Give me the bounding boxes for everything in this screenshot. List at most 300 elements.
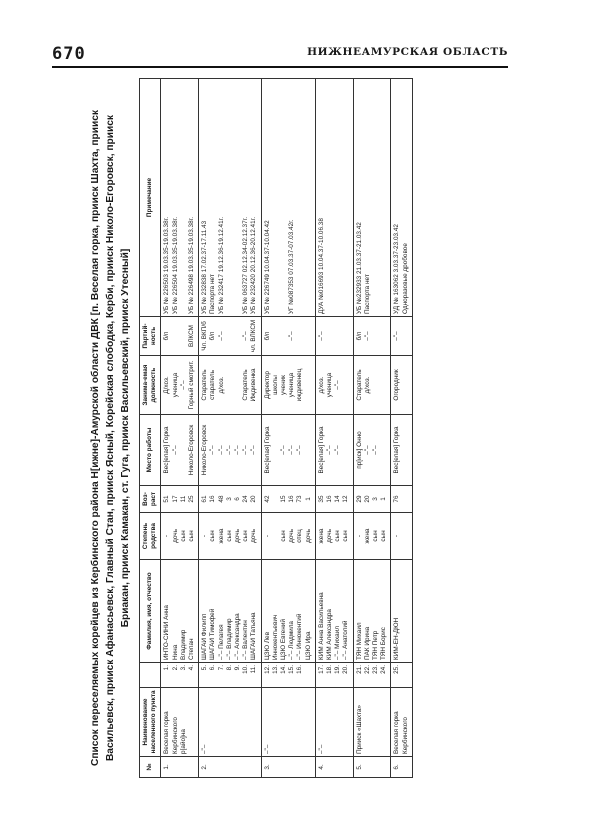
col-position: Занима-емая должность [140, 356, 161, 415]
cell-line: Кербинского [171, 717, 179, 754]
cell-line: 4. [188, 665, 196, 671]
group-number: 3. [261, 757, 315, 778]
cell-line: - [355, 534, 363, 538]
cell-line: КИМ-ЕН-ДЮН [393, 617, 401, 660]
col-place: Наименование населенного пункта [140, 688, 161, 757]
cell-line: –"– [179, 380, 187, 390]
person-relations [161, 513, 199, 560]
cell-line: - [393, 534, 401, 538]
cell-line: ученица [326, 372, 334, 398]
header-rule [52, 66, 508, 68]
cell-line: 25 [188, 495, 196, 503]
cell-line: –"– [334, 445, 342, 455]
page-number: 670 [52, 44, 86, 64]
cell-line: –"– Людмила [288, 621, 296, 660]
cell-line: Иждивенка [250, 368, 258, 402]
cell-line: д/хоз. [363, 376, 371, 394]
table-header-row [140, 79, 161, 778]
cell-line [342, 417, 350, 483]
cell-line: Иннокентьевич [271, 614, 279, 660]
person-positions [353, 356, 391, 415]
cell-line: чл. ВЛКСМ [250, 319, 258, 353]
cell-line: Вес[елая] Горка [263, 426, 271, 474]
group-place [315, 688, 353, 757]
cell-line: сын [280, 530, 288, 542]
cell-line: дочь [304, 529, 312, 543]
person-positions [391, 356, 412, 415]
cell-line: –"– [263, 744, 271, 754]
cell-line: 5. [201, 665, 209, 671]
cell-line: УБ № 226498 19.03.35-19.03.38г. [188, 217, 196, 314]
person-party [391, 317, 412, 356]
cell-line: Старатель [201, 369, 209, 401]
cell-line [234, 81, 242, 314]
person-names [261, 560, 315, 663]
cell-line: Прииск «Шахта» [355, 704, 363, 754]
cell-line: УД № 163062 3.03.37-23.03.42 [393, 224, 401, 314]
person-workplaces [391, 415, 412, 486]
table-row [353, 79, 391, 778]
cell-line: Д/хоз. [163, 376, 171, 394]
cell-line: 16 [326, 495, 334, 503]
cell-line: Вес[елая] Горка [393, 426, 401, 474]
cell-line: ТЯН Борис [380, 627, 388, 660]
cell-line: сын [380, 530, 388, 542]
deportation-list-table [139, 78, 413, 778]
cell-line: сын [372, 530, 380, 542]
cell-line: Кербинского [401, 717, 409, 754]
col-workplace: Место работы [140, 415, 161, 486]
person-ages [199, 486, 261, 513]
cell-line [226, 358, 234, 412]
cell-line: ТЯН Михаил [355, 622, 363, 660]
cell-line: 6. [209, 665, 217, 671]
cell-line: Огородник [393, 369, 401, 401]
cell-line: пр[иск] Онно [355, 431, 363, 469]
person-positions [261, 356, 315, 415]
cell-line: 25. [393, 665, 401, 674]
cell-line: сын [342, 530, 350, 542]
group-number: 5. [353, 757, 391, 778]
cell-line: школы [271, 375, 279, 395]
table-row [391, 79, 412, 778]
person-workplaces [261, 415, 315, 486]
cell-line: дочь [250, 529, 258, 543]
cell-line: КИМ Анна Васильевна [317, 592, 325, 660]
cell-line: 20. [342, 665, 350, 674]
group-place [161, 688, 199, 757]
cell-line: 20 [250, 495, 258, 503]
cell-line [342, 319, 350, 353]
person-names [353, 560, 391, 663]
cell-line: ЦЗЮ Евгений [280, 619, 288, 660]
cell-line: –"– Пелагея [217, 624, 225, 660]
cell-line: –"– Александра [234, 613, 242, 660]
cell-line: 48 [217, 495, 225, 503]
cell-line: –"– [171, 445, 179, 455]
group-place [353, 688, 391, 757]
cell-line: б/п [355, 331, 363, 341]
cell-line: Степан [188, 638, 196, 660]
person-names [199, 560, 261, 663]
person-party [261, 317, 315, 356]
cell-line: 23. [372, 665, 380, 674]
cell-line: –"– [363, 331, 371, 341]
cell-line: 24. [380, 665, 388, 674]
cell-line: –"– Валентин [242, 620, 250, 660]
cell-line: старатель [209, 370, 217, 400]
cell-line [372, 319, 380, 353]
cell-line: 10. [242, 665, 250, 674]
cell-line: сын [225, 530, 233, 542]
person-names [315, 560, 353, 663]
cell-line: Веселая горка [393, 711, 401, 754]
person-positions [199, 356, 261, 415]
group-number: 1. [161, 757, 199, 778]
cell-line: ШАГАЙ Тимофей [209, 608, 217, 660]
person-numbers [315, 663, 353, 688]
cell-line: 20 [363, 495, 371, 503]
cell-line: 51 [163, 495, 171, 503]
running-header: НИЖНЕАМУРСКАЯ ОБЛАСТЬ [307, 46, 508, 58]
cell-line: д/хоз. [217, 376, 225, 394]
cell-line: жена [363, 528, 371, 544]
group-number: 2. [199, 757, 261, 778]
cell-line: УБ № 232420 20.12.36-20.12.41г. [250, 217, 258, 314]
cell-line: ЦЗЮ Ира [304, 631, 312, 660]
cell-line [180, 417, 188, 483]
cell-line: УБ № 226503 19.03.35-19.03.38г. [163, 217, 171, 314]
cell-line: Паспорта нет [209, 274, 217, 314]
cell-line: 3 [225, 497, 233, 501]
cell-line [272, 488, 280, 510]
cell-line: –"– [317, 331, 325, 341]
cell-line [234, 358, 242, 412]
cell-line: 19. [334, 665, 342, 674]
cell-line [334, 81, 342, 314]
cell-line: Владимир [179, 629, 187, 660]
cell-line: –"– [217, 445, 225, 455]
cell-line: –"– Михаил [334, 625, 342, 660]
person-ages [391, 486, 412, 513]
cell-line [180, 81, 188, 314]
cell-line: УБ № 226749 10.04.37-10.04.42 [263, 220, 271, 314]
person-workplaces [199, 415, 261, 486]
person-relations [199, 513, 261, 560]
cell-line [326, 319, 334, 353]
cell-line [305, 81, 313, 314]
cell-line: Паспорта нет [363, 274, 371, 314]
cell-line: б/п [209, 331, 217, 341]
cell-line [305, 319, 313, 353]
cell-line: сын [179, 530, 187, 542]
group-place [391, 688, 412, 757]
cell-line: –"– [280, 445, 288, 455]
cell-line: ВЛКСМ [188, 325, 196, 347]
group-place [199, 688, 261, 757]
cell-line: 12 [342, 495, 350, 503]
cell-line: –"– Владимир [225, 618, 233, 660]
cell-line [226, 81, 234, 314]
cell-line: 16. [296, 665, 304, 674]
cell-line: сын [242, 530, 250, 542]
cell-line: Веселая горка [163, 711, 171, 754]
person-party [161, 317, 199, 356]
group-number: 4. [315, 757, 353, 778]
person-workplaces [161, 415, 199, 486]
person-party [315, 317, 353, 356]
cell-line [272, 81, 280, 314]
cell-line: –"– Анатолий [342, 620, 350, 660]
cell-line [326, 81, 334, 314]
cell-line: ДУА №016693 10.04.37-10.06.38 [317, 218, 325, 314]
cell-line: УБ № 232838 17.02.37-17.11.43 [201, 220, 209, 314]
cell-line: –"– Иннокентий [296, 613, 304, 660]
person-relations [391, 513, 412, 560]
cell-line: 15 [280, 495, 288, 503]
cell-line: ПАК Ирина [363, 626, 371, 660]
cell-line: Чл. ВКП/б [201, 321, 209, 351]
cell-line [305, 358, 313, 412]
person-notes [315, 79, 353, 317]
cell-line: –"– [288, 445, 296, 455]
col-relation: Степень родства [140, 513, 161, 560]
cell-line: 24 [242, 495, 250, 503]
cell-line: 15. [288, 665, 296, 674]
cell-line [372, 81, 380, 314]
cell-line [380, 319, 388, 353]
table-row [261, 79, 315, 778]
cell-line: ИНТО-СИНИ Анна [163, 605, 171, 660]
cell-line: 6 [234, 497, 242, 501]
cell-line: Старатель [355, 369, 363, 401]
cell-line: Старатель [242, 369, 250, 401]
cell-line: УБ № 063727 02.12.34-02.12.37г. [242, 217, 250, 314]
cell-line: 29 [355, 495, 363, 503]
cell-line: –"– [250, 445, 258, 455]
cell-line: 13. [271, 665, 279, 674]
person-notes [161, 79, 199, 317]
person-relations [315, 513, 353, 560]
cell-line: 11. [250, 665, 258, 674]
cell-line: –"– [209, 445, 217, 455]
cell-line [272, 319, 280, 353]
cell-line: 22. [363, 665, 371, 674]
cell-line: УБ № 226504 19.03.35-19.03.38г. [171, 217, 179, 314]
person-notes [391, 79, 412, 317]
cell-line: Директор [263, 371, 271, 399]
person-names [161, 560, 199, 663]
cell-line: ШАГАЙ Татьяна [250, 612, 258, 660]
cell-line: р[айо]на [179, 729, 187, 754]
col-note: Примечание [140, 79, 161, 317]
cell-line [272, 515, 280, 557]
cell-line: Нина [171, 644, 179, 660]
cell-line: –"– [296, 445, 304, 455]
cell-line: Вес[елая] Горка [163, 426, 171, 474]
cell-line: Николо-Егоровск [188, 424, 196, 476]
col-party: Партий-ность [140, 317, 161, 356]
person-notes [199, 79, 261, 317]
person-workplaces [353, 415, 391, 486]
person-relations [353, 513, 391, 560]
cell-line: –"– [363, 445, 371, 455]
cell-line: 1 [304, 497, 312, 501]
cell-line: 12. [263, 665, 271, 674]
cell-line: –"– [372, 445, 380, 455]
cell-line: ученица [288, 372, 296, 398]
cell-line: иждивенец [296, 368, 304, 402]
cell-line: дочь [171, 529, 179, 543]
cell-line: –"– [242, 445, 250, 455]
cell-line: дочь [288, 529, 296, 543]
cell-line: 17 [171, 495, 179, 503]
cell-line [234, 319, 242, 353]
cell-line: –"– [201, 744, 209, 754]
cell-line [334, 319, 342, 353]
cell-line: 16 [209, 495, 217, 503]
cell-line: дочь [326, 529, 334, 543]
cell-line: УБ № 232417 19.12.36-19.12.41г. [217, 217, 225, 314]
cell-line: б/п [263, 331, 271, 341]
cell-line: 16 [288, 495, 296, 503]
cell-line: ученица [171, 372, 179, 398]
group-place [261, 688, 315, 757]
table-row [161, 79, 199, 778]
document-title: Список переселяемых корейцев из Кербинского района Н[ижне]-Амурской области ДВК [п. Веселая горка, прииск Шахта, прииск Васильевск, прииск Афанасьевск, Главный Стан, прииск Ясный, Корейская слободка, Керби, прииск Николо-Егоровск, прииск Бриакан, прииск Камакан, ст. Гуга, прииск Васильевский, прииск Утесный] [90, 109, 131, 767]
cell-line [380, 81, 388, 314]
person-relations [261, 513, 315, 560]
cell-line: 3 [372, 497, 380, 501]
cell-line: 18. [326, 665, 334, 674]
cell-line: –"– [242, 331, 250, 341]
col-age: Воз-раст [140, 486, 161, 513]
cell-line [226, 319, 234, 353]
cell-line: 8. [225, 665, 233, 671]
cell-line [380, 417, 388, 483]
cell-line: 21. [355, 665, 363, 674]
cell-line: сын [334, 530, 342, 542]
cell-line [180, 319, 188, 353]
cell-line: сын [188, 530, 196, 542]
cell-line: 1. [163, 665, 171, 671]
cell-line: 2. [171, 665, 179, 671]
person-numbers [391, 663, 412, 688]
cell-line: –"– [317, 744, 325, 754]
cell-line: жена [317, 528, 325, 544]
cell-line: УГ №087353 07.03.37-07.03.42г. [288, 219, 296, 314]
cell-line: –"– [288, 331, 296, 341]
cell-line [342, 358, 350, 412]
cell-line [296, 319, 304, 353]
cell-line: отец [296, 529, 304, 543]
person-ages [315, 486, 353, 513]
person-numbers [161, 663, 199, 688]
cell-line: 42 [263, 495, 271, 503]
col-num [140, 663, 161, 688]
person-numbers [353, 663, 391, 688]
cell-line: 17. [317, 665, 325, 674]
cell-line: - [263, 534, 271, 538]
col-name: Фамилия, имя, отчество [140, 560, 161, 663]
cell-line: 76 [393, 495, 401, 503]
cell-line: 1 [380, 497, 388, 501]
person-ages [261, 486, 315, 513]
cell-line: 3. [179, 665, 187, 671]
cell-line: 9. [234, 665, 242, 671]
table-row [315, 79, 353, 778]
cell-line: Горный смотрит. [188, 360, 196, 410]
rotated-page-content [88, 78, 508, 778]
col-no: № [140, 757, 161, 778]
person-ages [353, 486, 391, 513]
cell-line: КИМ Александра [326, 609, 334, 660]
cell-line: 73 [296, 495, 304, 503]
cell-line: –"– [393, 331, 401, 341]
person-names [391, 560, 412, 663]
cell-line: Одноразовые дробовое [401, 243, 409, 314]
person-party [199, 317, 261, 356]
cell-line: Вес[елая] Горка [317, 426, 325, 474]
cell-line: д/хоз. [317, 376, 325, 394]
cell-line: жена [217, 528, 225, 544]
cell-line: 7. [217, 665, 225, 671]
cell-line: - [201, 534, 209, 538]
cell-line [342, 81, 350, 314]
person-workplaces [315, 415, 353, 486]
person-numbers [199, 663, 261, 688]
cell-line [280, 81, 288, 314]
cell-line: ТЯН Петр [372, 630, 380, 660]
cell-line: - [163, 534, 171, 538]
cell-line: ученик [280, 375, 288, 395]
cell-line [372, 358, 380, 412]
cell-line: –"– [234, 445, 242, 455]
person-party [353, 317, 391, 356]
cell-line [280, 319, 288, 353]
cell-line [296, 81, 304, 314]
cell-line: ШАГАЙ Филипп [201, 613, 209, 660]
person-positions [315, 356, 353, 415]
person-positions [161, 356, 199, 415]
group-number: 6. [391, 757, 412, 778]
cell-line: дочь [234, 529, 242, 543]
table-body [161, 79, 412, 778]
cell-line: ЦЗЮ Лев [263, 632, 271, 660]
cell-line: б/п [163, 331, 171, 341]
cell-line [305, 417, 313, 483]
cell-line: 61 [201, 495, 209, 503]
cell-line: –"– [334, 380, 342, 390]
cell-line [380, 358, 388, 412]
cell-line: 11 [179, 495, 187, 503]
table-row [199, 79, 261, 778]
person-notes [261, 79, 315, 317]
person-numbers [261, 663, 315, 688]
cell-line: 14. [280, 665, 288, 674]
cell-line: –"– [326, 445, 334, 455]
cell-line: УБ №232933 21.03.37-21.03.42 [355, 222, 363, 314]
cell-line [172, 319, 180, 353]
cell-line: –"– [225, 445, 233, 455]
cell-line: Николо-Егоровск [201, 424, 209, 476]
cell-line [272, 417, 280, 483]
cell-line: –"– [217, 331, 225, 341]
cell-line: 35 [317, 495, 325, 503]
person-ages [161, 486, 199, 513]
cell-line: сын [209, 530, 217, 542]
person-notes [353, 79, 391, 317]
